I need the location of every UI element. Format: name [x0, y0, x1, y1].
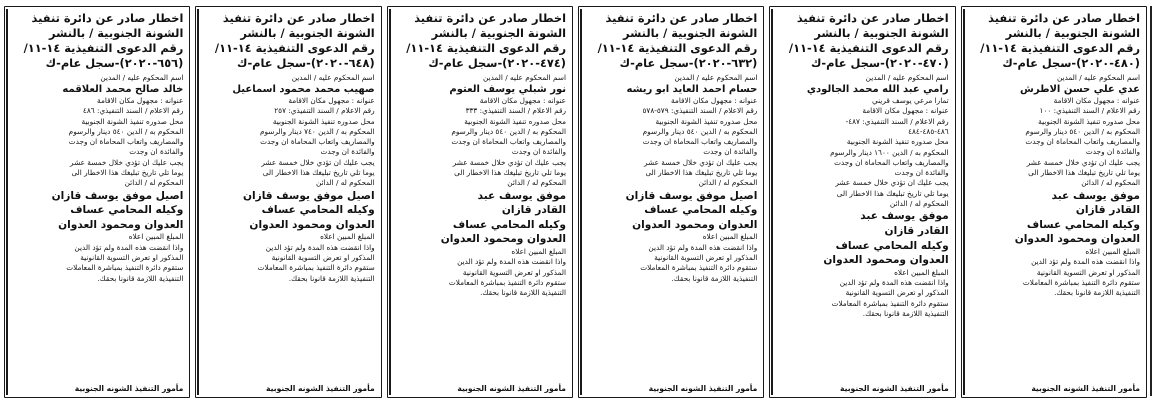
defendant-name: حسام احمد العايد ابو ريشه — [626, 84, 758, 95]
notice-body: عنوانه : مجهول مكان الاقامة رقم الاعلام / السند التنفيذي: ٤٨٦ محل صدوره تنفيذ الشونة الجنوبية المحكوم به / الدين ٥٤٠ دينار والرسوم والمصاريف واتعاب المحاماة ان وجدت والفائدة ان وجدت يجب عليك ان تؤدي خلال خمسة عشر يوما تلي تاريخ تبليغك هذا الاخطار الى المحكوم له / الدائن — [68, 96, 184, 188]
signature: مأمور التنفيذ الشونه الجنوبية — [74, 384, 184, 393]
signature: مأمور التنفيذ الشونه الجنوبية — [1031, 384, 1140, 393]
notice-title: اخطار صادر عن دائرة تنفيذ الشونة الجنوبية / بالنشر رقم الدعوى التنفيذية ١٤-١١/ (٤٧٠-٢٠٢٠)-سجل عام-ك — [788, 11, 949, 70]
defendant-label: اسم المحكوم عليه / المدين — [483, 73, 567, 82]
defendant-label: اسم المحكوم عليه / المدين — [1057, 73, 1140, 82]
notice-closing: المبلغ المبين اعلاه واذا انقضت هذه المدة ولم تؤد الدين المذكور او تعرض التسوية القانونية ستقوم دائرة التنفيذ بمباشرة المعاملات التنفيذية اللازمة قانونا بحقك. — [640, 232, 758, 283]
notice-body: عنوانه : مجهول مكان الاقامة رقم الاعلام / السند التنفيذي: ١٠٠ محل صدوره تنفيذ الشونة الجنوبية المحكوم به / الدين ٥٤٠ دينار والرسوم والمصاريف واتعاب المحاماة ان وجدت والفائدة ان وجدت يجب عليك ان تؤدي خلال خمسة عشر يوما تلي تاريخ تبليغك هذا الاخطار الى المحكوم له / الدائن — [1025, 96, 1140, 188]
notice-title: اخطار صادر عن دائرة تنفيذ الشونة الجنوبية / بالنشر رقم الدعوى التنفيذية ١٤-١١/ (٦٥٦-٢٠٢٠)-سجل عام-ك — [23, 11, 184, 70]
co-defendant-name: تمارا مرعي يوسف قريني — [872, 96, 949, 105]
notice-1 — [961, 6, 1147, 398]
defendant-label: اسم المحكوم عليه / المدين — [100, 73, 184, 82]
creditor-lawyer: اصيل موفق يوسف قازان وكيله المحامي عساف العدوان ومحمود العدوان — [625, 189, 758, 231]
notice-body: عنوانه : مجهول مكان الاقامة رقم الاعلام / السند التنفيذي: ٢٥٧ محل صدوره تنفيذ الشونة الجنوبية المحكوم به / الدين ٧٤٠ دينار والرسوم والمصاريف واتعاب المحاماة ان وجدت والفائدة ان وجدت يجب عليك ان تؤدي خلال خمسة عشر يوما تلي تاريخ تبليغك هذا الاخطار الى المحكوم له / الدائن — [260, 96, 375, 188]
creditor-lawyer: اصيل موفق يوسف قازان وكيله المحامي عساف العدوان ومحمود العدوان — [51, 189, 184, 231]
notices-row — [4, 6, 1147, 398]
notice-title: اخطار صادر عن دائرة تنفيذ الشونة الجنوبية / بالنشر رقم الدعوى التنفيذية ١٤-١١/ (٤٧٤-٢٠٢٠)-سجل عام-ك — [406, 11, 567, 70]
notice-body: عنوانه : مجهول مكان الاقامة رقم الاعلام / السند التنفيذي: ٥٧٩-٥٧٨ محل صدوره تنفيذ الشونة الجنوبية المحكوم به / الدين ٥٤٠ دينار والرسوم والمصاريف واتعاب المحاماة ان وجدت والفائدة ان وجدت يجب عليك ان تؤدي خلال خمسة عشر يوما تلي تاريخ تبليغك هذا الاخطار الى المحكوم له / الدائن — [642, 96, 758, 188]
defendant-name: رامي عبد الله محمد الجالودي — [806, 84, 949, 95]
defendant-name: نور شبلي يوسف العتوم — [449, 84, 567, 95]
creditor-lawyer: موفق يوسف عبد القادر قازان وكيله المحامي عساف العدوان ومحمود العدوان — [823, 210, 949, 267]
notice-3 — [578, 6, 764, 398]
notice-6 — [4, 6, 190, 398]
notice-closing: المبلغ المبين اعلاه واذا انقضت هذه المدة ولم تؤد الدين المذكور او تعرض التسوية القانونية ستقوم دائرة التنفيذ بمباشرة المعاملات التنفيذية اللازمة قانونا بحقك. — [831, 267, 949, 318]
notice-title: اخطار صادر عن دائرة تنفيذ الشونة الجنوبية / بالنشر رقم الدعوى التنفيذية ١٤-١١/ (٤٨٠-٢٠٢٠)-سجل عام-ك — [980, 11, 1140, 70]
signature: مأمور التنفيذ الشونه الجنوبية — [840, 384, 949, 393]
notice-closing: المبلغ المبين اعلاه واذا انقضت هذه المدة ولم تؤد الدين المذكور او تعرض التسوية القانونية ستقوم دائرة التنفيذ بمباشرة المعاملات التنفيذية اللازمة قانونا بحقك. — [1022, 247, 1140, 298]
notice-body: عنوانه : مجهول مكان الاقامة رقم الاعلام / السند التنفيذي: ٣٣٣ محل صدوره تنفيذ الشونة الجنوبية المحكوم به / الدين ٥٤٠ دينار والرسوم والمصاريف واتعاب المحاماة ان وجدت والفائدة ان وجدت يجب عليك ان تؤدي خلال خمسة عشر يوما تلي تاريخ تبليغك هذا الاخطار الى المحكوم له / الدائن — [451, 96, 567, 188]
defendant-name: عدي علي حسن الاطرش — [1020, 84, 1140, 95]
defendant-label: اسم المحكوم عليه / المدين — [291, 73, 375, 82]
signature: مأمور التنفيذ الشونه الجنوبية — [457, 384, 567, 393]
notice-body: عنوانه : مجهول مكان الاقامة رقم الاعلام / السند التنفيذي: ٤٨٧- ٤٨٦-٤٨٥-٤٨٤ محل صدوره تنفيذ الشونة الجنوبية المحكوم به / الدين ١٦٠٠ دينار والرسوم والمصاريف واتعاب المحاماة ان وجدت والفائدة ان وجدت يجب عليك ان تؤدي خلال خمسة عشر يوما تلي تاريخ تبليغك هذا الاخطار الى المحكوم له / الدائن — [830, 106, 949, 209]
notice-5 — [195, 6, 381, 398]
defendant-name: خالد صالح محمد العلاقمه — [62, 84, 184, 95]
creditor-lawyer: موفق يوسف عبد القادر قازان وكيله المحامي عساف العدوان ومحمود العدوان — [440, 189, 567, 246]
signature: مأمور التنفيذ الشونه الجنوبية — [266, 384, 375, 393]
defendant-label: اسم المحكوم عليه / المدين — [865, 73, 949, 82]
notice-title: اخطار صادر عن دائرة تنفيذ الشونة الجنوبية / بالنشر رقم الدعوى التنفيذية ١٤-١١/ (٦٤٨-٢٠٢٠)-سجل عام-ك — [214, 11, 375, 70]
signature: مأمور التنفيذ الشونه الجنوبية — [648, 384, 758, 393]
notice-title: اخطار صادر عن دائرة تنفيذ الشونة الجنوبية / بالنشر رقم الدعوى التنفيذية ١٤-١١/ (٦٣٢-٢٠٢٠)-سجل عام-ك — [597, 11, 758, 70]
notice-closing: المبلغ المبين اعلاه واذا انقضت هذه المدة ولم تؤد الدين المذكور او تعرض التسوية القانونية ستقوم دائرة التنفيذ بمباشرة المعاملات التنفيذية اللازمة قانونا بحقك. — [257, 232, 375, 283]
defendant-label: اسم المحكوم عليه / المدين — [674, 73, 758, 82]
notice-closing: المبلغ المبين اعلاه واذا انقضت هذه المدة ولم تؤد الدين المذكور او تعرض التسوية القانونية ستقوم دائرة التنفيذ بمباشرة المعاملات التنفيذية اللازمة قانونا بحقك. — [448, 247, 567, 298]
column-rule — [1150, 6, 1152, 396]
notice-4 — [387, 6, 573, 398]
creditor-lawyer: اصيل موفق يوسف قازان وكيله المحامي عساف العدوان ومحمود العدوان — [242, 189, 375, 231]
defendant-name: صهيب محمد محمود اسماعيل — [232, 84, 375, 95]
notice-2 — [769, 6, 955, 398]
creditor-lawyer: موفق يوسف عبد القادر قازان وكيله المحامي عساف العدوان ومحمود العدوان — [1014, 189, 1140, 246]
notice-closing: المبلغ المبين اعلاه واذا انقضت هذه المدة ولم تؤد الدين المذكور او تعرض التسوية القانونية ستقوم دائرة التنفيذ بمباشرة المعاملات التنفيذية اللازمة قانونا بحقك. — [66, 232, 184, 283]
